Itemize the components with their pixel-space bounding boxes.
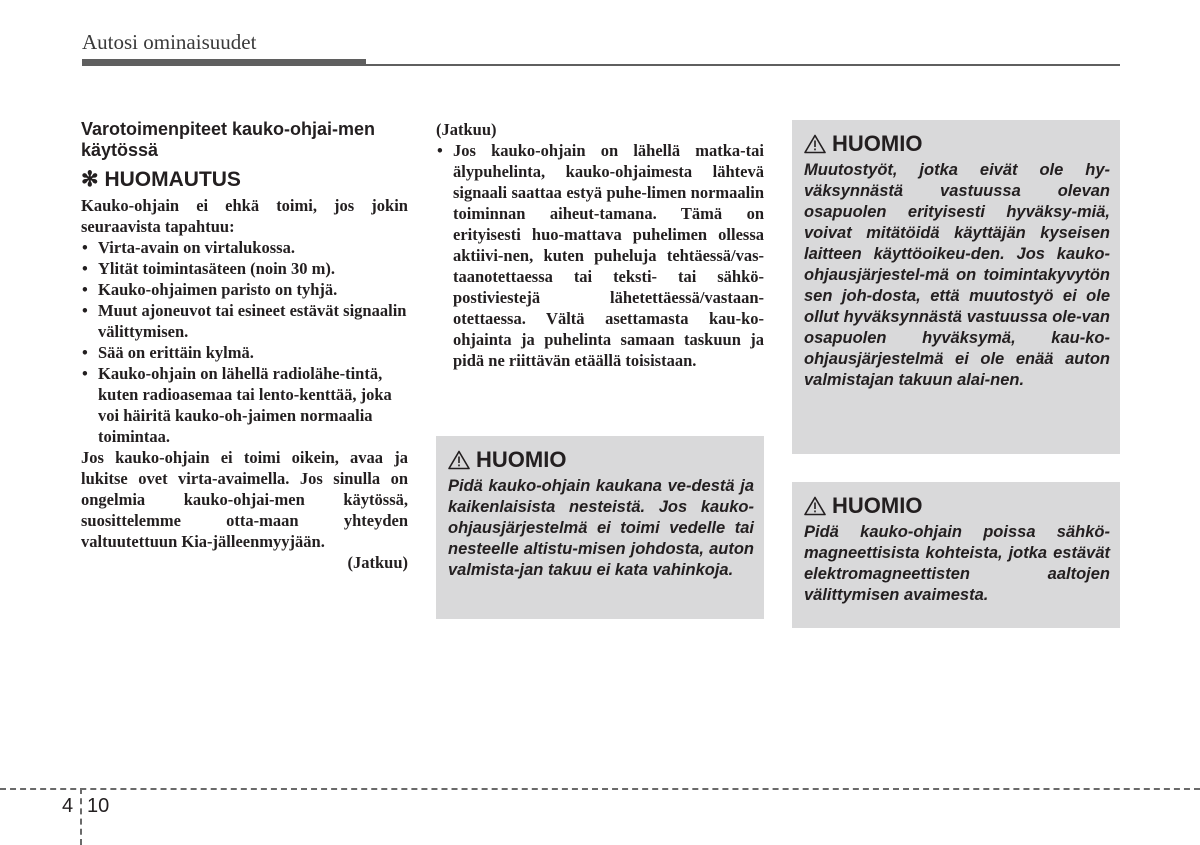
- header-rule: [366, 64, 1120, 66]
- footer-vertical-divider: [80, 788, 82, 845]
- list-item: • Virta-avain on virtalukossa.: [81, 237, 408, 258]
- list-item: • Kauko-ohjain on lähellä radiolähe-tintä, kuten radioasemaa tai lento-kenttää, joka voi häiritä kauko-oh-jaimen normaalia toimintaa.: [81, 363, 408, 447]
- continued-label: (Jatkuu): [347, 553, 408, 572]
- warning-triangle-icon: [804, 496, 826, 516]
- notice-title: HUOMAUTUS: [104, 168, 241, 191]
- notice-asterisk-icon: ✻: [81, 168, 99, 191]
- list-item: • Sää on erittäin kylmä.: [81, 342, 408, 363]
- caution-box-water: [436, 436, 764, 619]
- caution-body: Muutostyöt, jotka eivät ole hy-väksynnästä vastuussa olevan osapuolen erityisesti hyväksy-miä, voivat mitätöidä käyttäjän kyseisen laitteen käyttöoikeu-den. Jos kauko-ohjausjärjestel-mä on toimintakyvytön sen joh-dosta, että muutostyö ei ole ollut hyväksynnästä vastuussa ole-van osapuolen hyväksymä, kau-ko-ohjausjärjestelmä ei ole enää auton valmistajan takuun alai-nen.: [804, 161, 1110, 389]
- warning-triangle-icon: [804, 134, 826, 154]
- list-item: • Jos kauko-ohjain on lähellä matka-tai älypuhelinta, kauko-ohjaimesta lähtevä signaali saattaa estyä puhe-limen normaalin toiminnan aiheut-tamana. Tämä on erityisesti huo-mattava puhelimen ollessa aktiivi-nen, kuten puheluja tehtäessä/vas-taanotettaessa tai teksti- tai sähkö-postiviestejä lähetettäessä/vastaan-otettaessa. Vältä asettamasta kau-ko-ohjainta ja puhelinta samaan taskuun ja pidä ne riittävän etäällä toisistaan.: [436, 140, 764, 371]
- notice-bullet-list: [81, 237, 408, 447]
- chapter-number: 4: [62, 795, 74, 817]
- page-header-title: Autosi ominaisuudet: [82, 30, 257, 54]
- caution-box-electromagnetic: [792, 482, 1120, 628]
- caution-heading: [804, 492, 1110, 520]
- notice-intro: Kauko-ohjain ei ehkä toimi, jos jokin seuraavista tapahtuu:: [81, 196, 408, 236]
- notice-paragraph: Jos kauko-ohjain ei toimi oikein, avaa ja lukitse ovet virta-avaimella. Jos sinulla on ongelmia kauko-ohjai-men käytössä, suosittelemme otta-maan yhteyden valtuutettuun Kia-jälleenmyyjään.: [81, 448, 408, 551]
- caution-box-modifications: [792, 120, 1120, 454]
- column-1: [81, 119, 408, 573]
- list-item: • Kauko-ohjaimen paristo on tyhjä.: [81, 279, 408, 300]
- caution-heading: [804, 130, 1110, 158]
- warning-triangle-icon: [448, 450, 470, 470]
- bullet-list: [436, 140, 764, 371]
- caution-heading: [448, 446, 754, 474]
- page-number: 10: [87, 795, 110, 817]
- caution-body: Pidä kauko-ohjain poissa sähkö-magneettisista kohteista, jotka estävät elektromagneettisten aaltojen välittymisen avaimesta.: [804, 523, 1110, 604]
- list-item: • Muut ajoneuvot tai esineet estävät signaalin välittymisen.: [81, 300, 408, 342]
- column-2: [436, 119, 764, 371]
- caution-title: HUOMIO: [476, 447, 567, 472]
- footer-divider: [0, 788, 1200, 790]
- list-item: • Ylität toimintasäteen (noin 30 m).: [81, 258, 408, 279]
- caution-title: HUOMIO: [832, 131, 923, 156]
- header-bar: [82, 59, 366, 66]
- caution-title: HUOMIO: [832, 493, 923, 518]
- section-title: Varotoimenpiteet kauko-ohjai-men käytössä: [81, 119, 376, 160]
- caution-body: Pidä kauko-ohjain kaukana ve-destä ja kaikenlaisista nesteistä. Jos kauko-ohjausjärjestelmä ei toimi vedelle tai nesteelle altistu-misen johdosta, auton valmista-jan takuu ei kata vahinkoja.: [448, 477, 754, 579]
- continued-label: (Jatkuu): [436, 120, 497, 139]
- notice-heading: [81, 167, 408, 193]
